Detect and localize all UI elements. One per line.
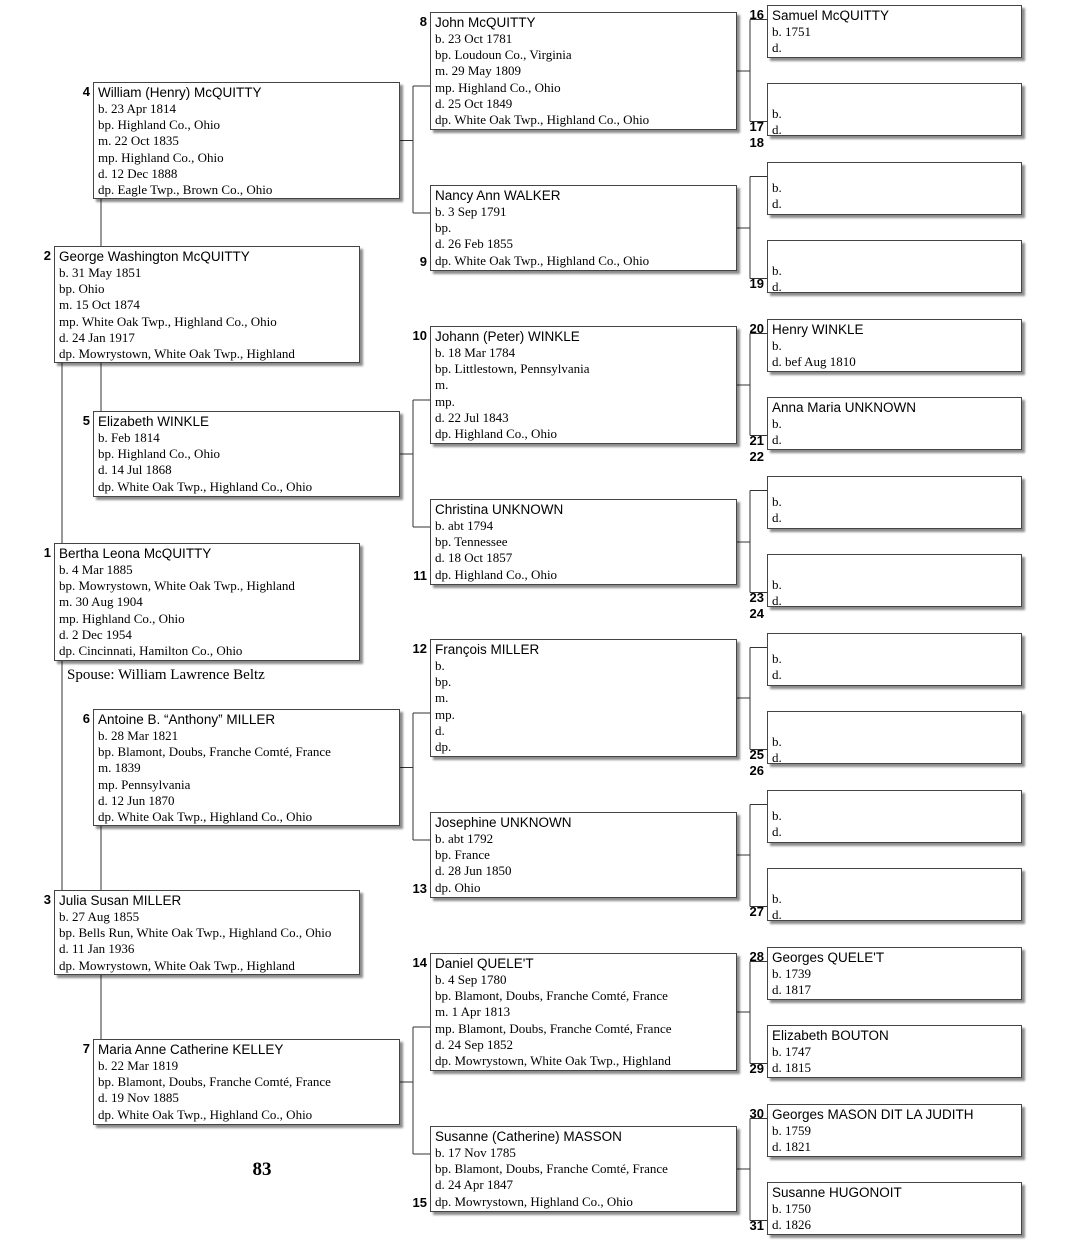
person-fact: mp. Blamont, Doubs, Franche Comté, France <box>435 1020 672 1036</box>
person-name: Samuel McQUITTY <box>772 8 890 23</box>
person-fact: dp. White Oak Twp., Highland Co., Ohio <box>435 252 650 268</box>
person-fact: b. <box>772 891 782 906</box>
person-fact: bp. Bells Run, White Oak Twp., Highland Co., Ohio <box>59 925 332 941</box>
person-box-29 <box>767 1025 1022 1078</box>
person-fact: b. <box>772 494 782 509</box>
person-name: Julia Susan MILLER <box>59 893 182 908</box>
person-box-2 <box>54 246 360 363</box>
person-fact: b. 23 Apr 1814 <box>98 101 176 116</box>
person-fact: dp. <box>435 739 452 755</box>
person-number: 27 <box>749 904 764 919</box>
person-fact: d. <box>772 750 782 764</box>
person-box-1 <box>54 543 360 661</box>
person-fact: b. 1747 <box>772 1044 811 1059</box>
person-number: 17 <box>749 119 764 134</box>
person-fact: bp. Tennessee <box>435 534 508 550</box>
person-fact: b. <box>772 263 782 278</box>
person-fact: b. 1739 <box>772 966 811 981</box>
person-fact: d. 11 Jan 1936 <box>59 941 135 957</box>
person-fact: d. 12 Jun 1870 <box>98 792 175 808</box>
person-number: 26 <box>749 763 764 778</box>
person-fact: b. <box>772 577 782 592</box>
person-fact: d. 24 Jan 1917 <box>59 329 135 345</box>
person-fact: mp. <box>435 706 455 722</box>
person-number: 14 <box>412 955 427 970</box>
person-fact: dp. Mowrystown, Highland Co., Ohio <box>435 1193 633 1209</box>
person-box-25 <box>767 711 1022 764</box>
person-name <box>772 796 1017 808</box>
person-number: 4 <box>82 84 90 99</box>
person-fact: b. 18 Mar 1784 <box>435 345 516 360</box>
person-number: 22 <box>749 449 764 464</box>
person-box-5 <box>93 411 400 497</box>
person-fact: d. 18 Oct 1857 <box>435 550 513 566</box>
person-fact: bp. Blamont, Doubs, Franche Comté, France <box>435 1161 668 1177</box>
person-box-12 <box>430 639 737 757</box>
person-fact: b. abt 1792 <box>435 831 494 846</box>
person-fact: b. 27 Aug 1855 <box>59 909 140 924</box>
person-fact: b. 4 Mar 1885 <box>59 562 133 577</box>
person-fact: mp. Highland Co., Ohio <box>98 149 224 165</box>
person-box-26 <box>767 790 1022 843</box>
person-fact: m. 1 Apr 1813 <box>435 1004 511 1020</box>
person-number: 21 <box>749 433 764 448</box>
person-fact: b. <box>772 416 782 431</box>
person-number: 29 <box>749 1061 764 1076</box>
person-name <box>772 639 1017 651</box>
person-fact: d. <box>772 667 782 683</box>
person-fact: b. <box>772 808 782 823</box>
person-fact: b. 1759 <box>772 1123 811 1138</box>
person-number: 31 <box>749 1218 764 1233</box>
person-fact: bp. Mowrystown, White Oak Twp., Highland <box>59 578 295 594</box>
person-name: Henry WINKLE <box>772 322 864 337</box>
person-box-7 <box>93 1039 400 1125</box>
person-fact: dp. Highland Co., Ohio <box>435 426 558 442</box>
person-fact: d. 22 Jul 1843 <box>435 409 509 425</box>
person-fact: d. <box>772 907 782 921</box>
person-fact: d. 25 Oct 1849 <box>435 95 513 111</box>
person-fact: bp. <box>435 220 452 236</box>
person-fact: b. 28 Mar 1821 <box>98 728 179 743</box>
person-name: Georges QUELE'T <box>772 950 885 965</box>
spouse-line <box>67 667 265 684</box>
person-fact: d. 1817 <box>772 982 811 998</box>
person-fact: b. 4 Sep 1780 <box>435 972 507 987</box>
person-number: 11 <box>413 568 427 583</box>
person-name <box>772 879 1017 891</box>
person-fact: d. 2 Dec 1954 <box>59 626 132 642</box>
person-box-11 <box>430 499 737 585</box>
person-fact: mp. <box>435 393 455 409</box>
person-box-22 <box>767 476 1022 529</box>
person-fact: b. 1751 <box>772 24 811 39</box>
person-fact: dp. Ohio <box>435 879 481 895</box>
person-box-3 <box>54 890 360 975</box>
person-fact: dp. Highland Co., Ohio <box>435 566 558 582</box>
person-box-14 <box>430 953 737 1071</box>
person-fact: bp. Blamont, Doubs, Franche Comté, France <box>98 744 331 760</box>
person-fact: bp. Highland Co., Ohio <box>98 117 221 133</box>
person-box-10 <box>430 326 737 444</box>
person-box-21 <box>767 397 1022 450</box>
person-fact: mp. Pennsylvania <box>98 776 191 792</box>
person-fact: d. <box>772 122 782 136</box>
person-name <box>772 565 1017 577</box>
person-number: 18 <box>749 135 764 150</box>
person-fact: d. <box>772 593 782 607</box>
person-fact: d. 1826 <box>772 1217 811 1233</box>
person-name: Georges MASON DIT LA JUDITH <box>772 1107 974 1122</box>
person-fact: d. 1821 <box>772 1139 811 1155</box>
person-number: 16 <box>749 7 764 22</box>
person-number: 24 <box>749 606 764 621</box>
person-fact: b. Feb 1814 <box>98 430 160 445</box>
person-name: Bertha Leona McQUITTY <box>59 546 212 561</box>
person-name <box>772 94 1017 106</box>
person-name: William (Henry) McQUITTY <box>98 85 262 100</box>
person-box-16 <box>767 5 1022 58</box>
person-name: François MILLER <box>435 642 540 657</box>
person-fact: b. abt 1794 <box>435 518 494 533</box>
person-number: 23 <box>749 590 764 605</box>
person-fact: m. 22 Oct 1835 <box>98 133 179 149</box>
person-fact: mp. Highland Co., Ohio <box>59 610 185 626</box>
person-fact: dp. Mowrystown, White Oak Twp., Highland <box>59 957 295 973</box>
person-fact: b. <box>772 180 782 195</box>
person-number: 28 <box>749 949 764 964</box>
person-name: Elizabeth WINKLE <box>98 414 210 429</box>
person-fact: mp. Highland Co., Ohio <box>435 79 561 95</box>
person-fact: b. <box>772 338 782 353</box>
spouse-name: William Lawrence Beltz <box>118 667 265 683</box>
person-fact: dp. White Oak Twp., Highland Co., Ohio <box>98 478 313 494</box>
person-number: 25 <box>749 747 764 762</box>
person-name <box>772 482 1017 494</box>
person-fact: bp. Highland Co., Ohio <box>98 446 221 462</box>
person-number: 30 <box>749 1106 764 1121</box>
person-number: 1 <box>43 545 51 560</box>
person-fact: d. <box>435 722 445 738</box>
person-box-28 <box>767 947 1022 1000</box>
person-box-30 <box>767 1104 1022 1157</box>
person-name <box>772 722 1017 734</box>
person-fact: d. <box>772 40 782 56</box>
person-fact: m. 29 May 1809 <box>435 63 521 79</box>
person-fact: d. <box>772 196 782 212</box>
person-number: 20 <box>749 321 764 336</box>
person-fact: bp. Blamont, Doubs, Franche Comté, France <box>435 988 668 1004</box>
person-number: 15 <box>412 1195 427 1210</box>
person-name: George Washington McQUITTY <box>59 249 250 264</box>
person-fact: dp. White Oak Twp., Highland Co., Ohio <box>98 809 313 825</box>
person-fact: m. <box>435 690 449 706</box>
person-fact: dp. White Oak Twp., Highland Co., Ohio <box>435 112 650 128</box>
page-number: 83 <box>252 1159 272 1180</box>
person-fact: d. 24 Apr 1847 <box>435 1177 513 1193</box>
person-name <box>772 168 1017 180</box>
person-name: Johann (Peter) WINKLE <box>435 329 580 344</box>
person-box-17 <box>767 83 1022 136</box>
person-fact: b. 17 Nov 1785 <box>435 1145 516 1160</box>
person-name: Josephine UNKNOWN <box>435 815 572 830</box>
person-box-24 <box>767 633 1022 686</box>
person-fact: b. <box>435 658 445 673</box>
person-fact: d. <box>772 432 782 448</box>
person-fact: bp. Ohio <box>59 281 105 297</box>
person-box-23 <box>767 554 1022 607</box>
person-number: 8 <box>419 14 427 29</box>
person-box-18 <box>767 162 1022 215</box>
person-fact: d. <box>772 824 782 840</box>
person-number: 10 <box>412 328 427 343</box>
person-fact: b. <box>772 734 782 749</box>
person-name: Anna Maria UNKNOWN <box>772 400 917 415</box>
person-number: 5 <box>82 413 90 428</box>
person-fact: dp. Mowrystown, White Oak Twp., Highland <box>59 346 295 362</box>
person-number: 6 <box>82 711 90 726</box>
person-fact: d. 28 Jun 1850 <box>435 863 512 879</box>
person-fact: bp. <box>435 674 452 690</box>
person-fact: bp. Loudoun Co., Virginia <box>435 47 572 63</box>
person-fact: mp. White Oak Twp., Highland Co., Ohio <box>59 313 277 329</box>
person-fact: d. 14 Jul 1868 <box>98 462 172 478</box>
person-fact: d. <box>772 279 782 293</box>
person-fact: b. 3 Sep 1791 <box>435 204 507 219</box>
person-fact: d. 19 Nov 1885 <box>98 1090 179 1106</box>
person-fact: d. 1815 <box>772 1060 811 1076</box>
person-fact: m. 30 Aug 1904 <box>59 594 143 610</box>
person-fact: d. 12 Dec 1888 <box>98 165 178 181</box>
person-name: Nancy Ann WALKER <box>435 188 561 203</box>
person-fact: bp. Littlestown, Pennsylvania <box>435 361 590 377</box>
person-name: Maria Anne Catherine KELLEY <box>98 1042 284 1057</box>
person-box-27 <box>767 868 1022 921</box>
person-fact: dp. Eagle Twp., Brown Co., Ohio <box>98 182 273 198</box>
person-name: Daniel QUELE'T <box>435 956 534 971</box>
person-fact: b. 23 Oct 1781 <box>435 31 513 46</box>
person-fact: b. 22 Mar 1819 <box>98 1058 179 1073</box>
person-fact: dp. Cincinnati, Hamilton Co., Ohio <box>59 643 243 659</box>
person-fact: d. bef Aug 1810 <box>772 354 856 370</box>
person-box-8 <box>430 12 737 130</box>
person-name: Susanne (Catherine) MASSON <box>435 1129 622 1144</box>
person-name <box>772 251 1017 263</box>
person-name: Antoine B. “Anthony” MILLER <box>98 712 276 727</box>
person-number: 7 <box>82 1041 90 1056</box>
person-number: 9 <box>419 254 427 269</box>
person-fact: m. <box>435 377 449 393</box>
person-box-19 <box>767 240 1022 293</box>
person-fact: bp. Blamont, Doubs, Franche Comté, France <box>98 1074 331 1090</box>
person-fact: b. <box>772 651 782 666</box>
person-name: John McQUITTY <box>435 15 536 30</box>
person-name: Christina UNKNOWN <box>435 502 564 517</box>
person-number: 19 <box>749 276 764 291</box>
person-fact: b. 31 May 1851 <box>59 265 142 280</box>
spouse-label: Spouse: <box>67 667 115 683</box>
person-fact: dp. White Oak Twp., Highland Co., Ohio <box>98 1106 313 1122</box>
person-box-15 <box>430 1126 737 1212</box>
person-box-13 <box>430 812 737 898</box>
person-box-6 <box>93 709 400 826</box>
person-box-4 <box>93 82 400 199</box>
person-fact: bp. France <box>435 847 490 863</box>
person-name: Susanne HUGONOIT <box>772 1185 902 1200</box>
person-fact: d. 24 Sep 1852 <box>435 1036 513 1052</box>
person-number: 12 <box>412 641 427 656</box>
person-box-9 <box>430 185 737 271</box>
person-fact: b. 1750 <box>772 1201 811 1216</box>
person-number: 2 <box>43 248 51 263</box>
person-fact: m. 15 Oct 1874 <box>59 297 140 313</box>
person-fact: dp. Mowrystown, White Oak Twp., Highland <box>435 1053 671 1069</box>
person-fact: d. <box>772 510 782 526</box>
person-number: 13 <box>412 881 427 896</box>
person-name: Elizabeth BOUTON <box>772 1028 889 1043</box>
person-box-31 <box>767 1182 1022 1235</box>
person-number: 3 <box>43 892 51 907</box>
person-fact: b. <box>772 106 782 121</box>
person-fact: d. 26 Feb 1855 <box>435 236 513 252</box>
person-box-20 <box>767 319 1022 372</box>
person-fact: m. 1839 <box>98 760 141 776</box>
